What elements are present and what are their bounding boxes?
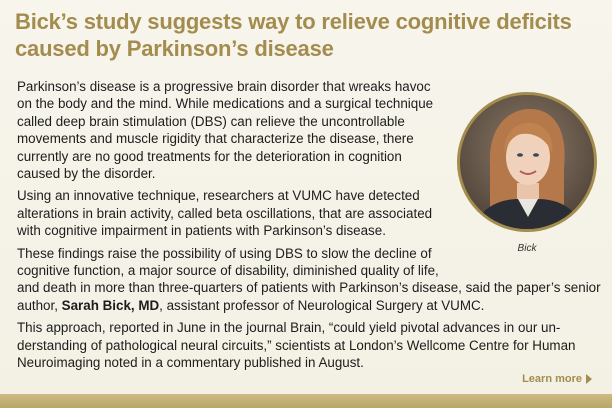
author-portrait: [457, 92, 597, 232]
author-name: Sarah Bick, MD: [61, 297, 160, 313]
paragraph-4: This approach, reported in June in the journal Brain, “could yield pivotal advances in our understanding of pathological neural circuits,” scientists at London’s Wellcome Centre for Human Neuroimaging noted in a commentary published in August.: [17, 320, 576, 371]
footer-bar: [0, 394, 612, 408]
portrait-image: [460, 95, 594, 229]
paragraph-1: Parkinson’s disease is a progressive brain disorder that wreaks havoc on the body and the mind. While medications and a surgical technique called deep brain stimulation (DBS) can relieve the uncontrollable movements and muscle rigidity that characterize the disease, there currently are no good treatments for the deterioration in cognition caused by the disorder.: [17, 79, 434, 182]
paragraph-3-text-after: , assistant professor of Neurological Surgery at VUMC.: [159, 297, 485, 313]
paragraph-3-text-before: These findings raise the possibility of using DBS to slow the decline of cognitive function, a major source of disability, diminished quality of life, and death in more than three-quarters of patients with Parkinson’s disease, said the paper’s senior author,: [17, 245, 601, 313]
paragraph-2: Using an innovative technique, researchers at VUMC have detected alterations in brain activity, called beta oscillations, that are associated with cognitive impairment in patients with Parkinson’s disease.: [17, 188, 433, 239]
arrow-right-icon: [586, 374, 592, 384]
article-headline: Bick’s study suggests way to relieve cognitive deficits caused by Parkinson’s disease: [15, 9, 572, 61]
learn-more-label: Learn more: [522, 373, 582, 385]
article-body: [17, 78, 601, 377]
learn-more-link[interactable]: [522, 373, 592, 385]
author-photo-block: [449, 92, 609, 270]
photo-caption: Bick: [517, 243, 537, 254]
